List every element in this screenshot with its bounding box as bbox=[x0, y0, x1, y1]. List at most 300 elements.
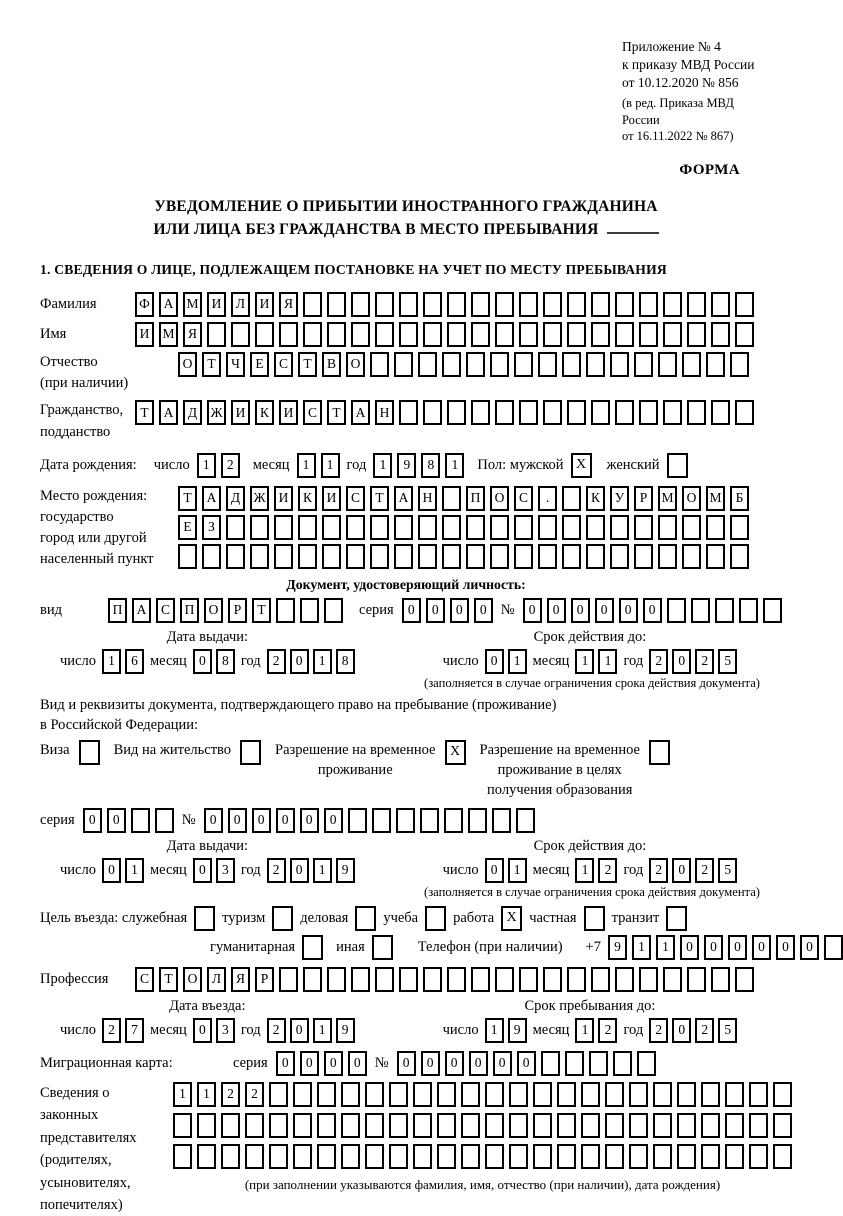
char-cell[interactable] bbox=[687, 322, 706, 347]
char-cell[interactable] bbox=[634, 515, 653, 540]
char-cell[interactable]: 0 bbox=[193, 1018, 212, 1043]
char-cell[interactable]: 1 bbox=[197, 453, 216, 478]
char-cell[interactable]: 0 bbox=[619, 598, 638, 623]
char-cell[interactable] bbox=[653, 1144, 672, 1169]
char-cell[interactable]: К bbox=[255, 400, 274, 425]
char-cell[interactable] bbox=[466, 544, 485, 569]
char-cell[interactable] bbox=[365, 1144, 384, 1169]
char-cell[interactable]: М bbox=[183, 292, 202, 317]
char-cell[interactable]: 0 bbox=[276, 808, 295, 833]
char-cell[interactable]: О bbox=[183, 967, 202, 992]
char-cell[interactable]: 0 bbox=[397, 1051, 416, 1076]
char-cell[interactable]: 1 bbox=[321, 453, 340, 478]
char-cell[interactable]: 0 bbox=[485, 649, 504, 674]
char-cell[interactable]: 0 bbox=[595, 598, 614, 623]
char-cell[interactable]: 0 bbox=[450, 598, 469, 623]
char-cell[interactable] bbox=[300, 598, 319, 623]
checkbox-private[interactable] bbox=[584, 906, 605, 931]
char-cell[interactable]: 0 bbox=[426, 598, 445, 623]
char-cell[interactable] bbox=[663, 292, 682, 317]
char-cell[interactable] bbox=[586, 544, 605, 569]
char-cell[interactable] bbox=[437, 1113, 456, 1138]
char-cell[interactable] bbox=[610, 544, 629, 569]
char-cell[interactable]: 0 bbox=[800, 935, 819, 960]
char-cell[interactable]: 2 bbox=[649, 1018, 668, 1043]
char-cell[interactable] bbox=[749, 1113, 768, 1138]
char-cell[interactable]: 9 bbox=[508, 1018, 527, 1043]
char-cell[interactable] bbox=[519, 292, 538, 317]
char-cell[interactable] bbox=[293, 1113, 312, 1138]
char-cell[interactable] bbox=[341, 1144, 360, 1169]
char-cell[interactable]: К bbox=[298, 486, 317, 511]
checkbox-study[interactable] bbox=[425, 906, 446, 931]
char-cell[interactable]: 2 bbox=[649, 649, 668, 674]
char-cell[interactable] bbox=[615, 292, 634, 317]
char-cell[interactable] bbox=[447, 322, 466, 347]
char-cell[interactable] bbox=[279, 322, 298, 347]
char-cell[interactable] bbox=[514, 352, 533, 377]
char-cell[interactable]: Р bbox=[228, 598, 247, 623]
char-cell[interactable] bbox=[442, 486, 461, 511]
char-cell[interactable] bbox=[629, 1144, 648, 1169]
char-cell[interactable] bbox=[667, 598, 686, 623]
char-cell[interactable] bbox=[509, 1113, 528, 1138]
char-cell[interactable]: 1 bbox=[508, 649, 527, 674]
char-cell[interactable] bbox=[735, 322, 754, 347]
char-cell[interactable] bbox=[682, 515, 701, 540]
char-cell[interactable] bbox=[773, 1082, 792, 1107]
char-cell[interactable]: 0 bbox=[728, 935, 747, 960]
char-cell[interactable] bbox=[711, 292, 730, 317]
char-cell[interactable]: 0 bbox=[204, 808, 223, 833]
char-cell[interactable] bbox=[423, 967, 442, 992]
char-cell[interactable] bbox=[370, 544, 389, 569]
char-cell[interactable]: 3 bbox=[216, 1018, 235, 1043]
char-cell[interactable] bbox=[711, 322, 730, 347]
char-cell[interactable]: А bbox=[159, 292, 178, 317]
char-cell[interactable] bbox=[639, 322, 658, 347]
char-cell[interactable] bbox=[610, 352, 629, 377]
char-cell[interactable] bbox=[739, 598, 758, 623]
char-cell[interactable] bbox=[399, 400, 418, 425]
char-cell[interactable] bbox=[389, 1082, 408, 1107]
char-cell[interactable] bbox=[389, 1144, 408, 1169]
char-cell[interactable] bbox=[245, 1144, 264, 1169]
char-cell[interactable]: И bbox=[207, 292, 226, 317]
char-cell[interactable]: И bbox=[279, 400, 298, 425]
char-cell[interactable]: 1 bbox=[575, 858, 594, 883]
char-cell[interactable] bbox=[420, 808, 439, 833]
char-cell[interactable]: 2 bbox=[221, 1082, 240, 1107]
char-cell[interactable] bbox=[226, 544, 245, 569]
char-cell[interactable] bbox=[581, 1082, 600, 1107]
char-cell[interactable] bbox=[653, 1082, 672, 1107]
char-cell[interactable] bbox=[543, 292, 562, 317]
char-cell[interactable]: 0 bbox=[324, 808, 343, 833]
char-cell[interactable]: 0 bbox=[83, 808, 102, 833]
char-cell[interactable]: 1 bbox=[445, 453, 464, 478]
char-cell[interactable] bbox=[533, 1082, 552, 1107]
char-cell[interactable]: 0 bbox=[290, 1018, 309, 1043]
char-cell[interactable] bbox=[687, 292, 706, 317]
char-cell[interactable]: И bbox=[255, 292, 274, 317]
char-cell[interactable]: А bbox=[394, 486, 413, 511]
char-cell[interactable] bbox=[691, 598, 710, 623]
char-cell[interactable]: 1 bbox=[313, 1018, 332, 1043]
char-cell[interactable]: Т bbox=[202, 352, 221, 377]
char-cell[interactable] bbox=[346, 515, 365, 540]
char-cell[interactable] bbox=[543, 967, 562, 992]
char-cell[interactable] bbox=[485, 1113, 504, 1138]
char-cell[interactable] bbox=[495, 400, 514, 425]
char-cell[interactable]: 0 bbox=[300, 808, 319, 833]
char-cell[interactable] bbox=[677, 1144, 696, 1169]
char-cell[interactable] bbox=[324, 598, 343, 623]
char-cell[interactable]: 0 bbox=[421, 1051, 440, 1076]
char-cell[interactable]: Т bbox=[135, 400, 154, 425]
char-cell[interactable] bbox=[519, 400, 538, 425]
char-cell[interactable]: 2 bbox=[695, 858, 714, 883]
char-cell[interactable]: М bbox=[658, 486, 677, 511]
char-cell[interactable] bbox=[610, 515, 629, 540]
char-cell[interactable] bbox=[461, 1144, 480, 1169]
char-cell[interactable] bbox=[639, 400, 658, 425]
char-cell[interactable] bbox=[173, 1113, 192, 1138]
char-cell[interactable] bbox=[706, 352, 725, 377]
char-cell[interactable] bbox=[255, 322, 274, 347]
char-cell[interactable] bbox=[538, 544, 557, 569]
char-cell[interactable] bbox=[303, 322, 322, 347]
char-cell[interactable] bbox=[519, 322, 538, 347]
char-cell[interactable]: 8 bbox=[216, 649, 235, 674]
char-cell[interactable]: О bbox=[490, 486, 509, 511]
char-cell[interactable]: Т bbox=[327, 400, 346, 425]
char-cell[interactable]: О bbox=[682, 486, 701, 511]
char-cell[interactable]: 0 bbox=[704, 935, 723, 960]
checkbox-male[interactable]: X bbox=[571, 453, 592, 478]
char-cell[interactable] bbox=[396, 808, 415, 833]
char-cell[interactable]: С bbox=[135, 967, 154, 992]
char-cell[interactable] bbox=[682, 352, 701, 377]
char-cell[interactable] bbox=[613, 1051, 632, 1076]
char-cell[interactable]: 0 bbox=[252, 808, 271, 833]
char-cell[interactable]: 2 bbox=[695, 649, 714, 674]
char-cell[interactable] bbox=[701, 1113, 720, 1138]
char-cell[interactable]: Т bbox=[370, 486, 389, 511]
char-cell[interactable] bbox=[615, 967, 634, 992]
char-cell[interactable]: 1 bbox=[598, 649, 617, 674]
char-cell[interactable] bbox=[471, 967, 490, 992]
char-cell[interactable]: 1 bbox=[485, 1018, 504, 1043]
char-cell[interactable] bbox=[485, 1082, 504, 1107]
char-cell[interactable]: 0 bbox=[228, 808, 247, 833]
char-cell[interactable] bbox=[269, 1113, 288, 1138]
char-cell[interactable] bbox=[442, 515, 461, 540]
char-cell[interactable] bbox=[562, 544, 581, 569]
char-cell[interactable] bbox=[735, 400, 754, 425]
char-cell[interactable] bbox=[562, 515, 581, 540]
char-cell[interactable] bbox=[413, 1113, 432, 1138]
char-cell[interactable]: Н bbox=[418, 486, 437, 511]
char-cell[interactable]: 0 bbox=[300, 1051, 319, 1076]
char-cell[interactable] bbox=[581, 1113, 600, 1138]
fill-in-blank-line[interactable] bbox=[607, 219, 659, 234]
char-cell[interactable]: 0 bbox=[276, 1051, 295, 1076]
char-cell[interactable] bbox=[346, 544, 365, 569]
char-cell[interactable]: 2 bbox=[245, 1082, 264, 1107]
char-cell[interactable] bbox=[423, 400, 442, 425]
char-cell[interactable] bbox=[197, 1144, 216, 1169]
char-cell[interactable] bbox=[418, 352, 437, 377]
char-cell[interactable]: 1 bbox=[575, 649, 594, 674]
char-cell[interactable] bbox=[725, 1113, 744, 1138]
checkbox-official[interactable] bbox=[194, 906, 215, 931]
char-cell[interactable] bbox=[634, 544, 653, 569]
char-cell[interactable]: 1 bbox=[508, 858, 527, 883]
char-cell[interactable] bbox=[639, 967, 658, 992]
char-cell[interactable] bbox=[735, 292, 754, 317]
char-cell[interactable]: И bbox=[274, 486, 293, 511]
char-cell[interactable] bbox=[725, 1082, 744, 1107]
char-cell[interactable] bbox=[663, 322, 682, 347]
checkbox-work[interactable]: X bbox=[501, 906, 522, 931]
char-cell[interactable] bbox=[293, 1144, 312, 1169]
char-cell[interactable] bbox=[327, 322, 346, 347]
char-cell[interactable] bbox=[567, 292, 586, 317]
char-cell[interactable]: 1 bbox=[575, 1018, 594, 1043]
char-cell[interactable] bbox=[605, 1082, 624, 1107]
char-cell[interactable] bbox=[663, 400, 682, 425]
char-cell[interactable]: 0 bbox=[102, 858, 121, 883]
char-cell[interactable]: С bbox=[274, 352, 293, 377]
char-cell[interactable] bbox=[773, 1113, 792, 1138]
char-cell[interactable]: 1 bbox=[632, 935, 651, 960]
char-cell[interactable]: 1 bbox=[313, 649, 332, 674]
char-cell[interactable] bbox=[298, 515, 317, 540]
char-cell[interactable]: 0 bbox=[193, 649, 212, 674]
char-cell[interactable] bbox=[658, 352, 677, 377]
char-cell[interactable]: Р bbox=[255, 967, 274, 992]
char-cell[interactable]: Т bbox=[159, 967, 178, 992]
checkbox-business[interactable] bbox=[355, 906, 376, 931]
char-cell[interactable]: Б bbox=[730, 486, 749, 511]
char-cell[interactable] bbox=[341, 1113, 360, 1138]
char-cell[interactable] bbox=[763, 598, 782, 623]
char-cell[interactable]: 9 bbox=[336, 1018, 355, 1043]
char-cell[interactable] bbox=[173, 1144, 192, 1169]
char-cell[interactable] bbox=[629, 1082, 648, 1107]
char-cell[interactable]: 9 bbox=[397, 453, 416, 478]
char-cell[interactable] bbox=[730, 515, 749, 540]
char-cell[interactable]: 5 bbox=[718, 649, 737, 674]
char-cell[interactable]: 0 bbox=[672, 649, 691, 674]
char-cell[interactable] bbox=[155, 808, 174, 833]
char-cell[interactable]: А bbox=[202, 486, 221, 511]
char-cell[interactable]: 1 bbox=[313, 858, 332, 883]
char-cell[interactable]: Е bbox=[250, 352, 269, 377]
char-cell[interactable] bbox=[365, 1113, 384, 1138]
char-cell[interactable]: 0 bbox=[571, 598, 590, 623]
char-cell[interactable] bbox=[221, 1113, 240, 1138]
checkbox-transit[interactable] bbox=[666, 906, 687, 931]
char-cell[interactable]: 0 bbox=[643, 598, 662, 623]
char-cell[interactable] bbox=[375, 292, 394, 317]
char-cell[interactable] bbox=[687, 400, 706, 425]
char-cell[interactable]: С bbox=[346, 486, 365, 511]
char-cell[interactable]: . bbox=[538, 486, 557, 511]
char-cell[interactable] bbox=[653, 1113, 672, 1138]
char-cell[interactable]: 8 bbox=[336, 649, 355, 674]
char-cell[interactable] bbox=[711, 400, 730, 425]
char-cell[interactable] bbox=[413, 1144, 432, 1169]
char-cell[interactable]: 0 bbox=[107, 808, 126, 833]
char-cell[interactable]: В bbox=[322, 352, 341, 377]
char-cell[interactable] bbox=[735, 967, 754, 992]
char-cell[interactable] bbox=[461, 1082, 480, 1107]
char-cell[interactable] bbox=[749, 1144, 768, 1169]
char-cell[interactable]: Я bbox=[279, 292, 298, 317]
char-cell[interactable] bbox=[468, 808, 487, 833]
char-cell[interactable] bbox=[538, 515, 557, 540]
char-cell[interactable]: 2 bbox=[221, 453, 240, 478]
char-cell[interactable] bbox=[399, 292, 418, 317]
char-cell[interactable] bbox=[375, 967, 394, 992]
char-cell[interactable] bbox=[567, 322, 586, 347]
char-cell[interactable] bbox=[591, 292, 610, 317]
char-cell[interactable]: Н bbox=[375, 400, 394, 425]
char-cell[interactable] bbox=[327, 292, 346, 317]
char-cell[interactable]: Т bbox=[178, 486, 197, 511]
char-cell[interactable]: 8 bbox=[421, 453, 440, 478]
char-cell[interactable] bbox=[605, 1113, 624, 1138]
char-cell[interactable]: П bbox=[180, 598, 199, 623]
char-cell[interactable] bbox=[178, 544, 197, 569]
char-cell[interactable]: 2 bbox=[267, 1018, 286, 1043]
char-cell[interactable] bbox=[687, 967, 706, 992]
char-cell[interactable]: Р bbox=[634, 486, 653, 511]
char-cell[interactable] bbox=[423, 322, 442, 347]
char-cell[interactable] bbox=[274, 544, 293, 569]
char-cell[interactable] bbox=[615, 322, 634, 347]
char-cell[interactable] bbox=[202, 544, 221, 569]
char-cell[interactable] bbox=[372, 808, 391, 833]
char-cell[interactable]: 2 bbox=[102, 1018, 121, 1043]
char-cell[interactable]: 0 bbox=[445, 1051, 464, 1076]
char-cell[interactable]: П bbox=[108, 598, 127, 623]
char-cell[interactable]: 0 bbox=[402, 598, 421, 623]
char-cell[interactable] bbox=[399, 967, 418, 992]
char-cell[interactable]: И bbox=[135, 322, 154, 347]
char-cell[interactable] bbox=[423, 292, 442, 317]
char-cell[interactable]: У bbox=[610, 486, 629, 511]
char-cell[interactable] bbox=[824, 935, 843, 960]
char-cell[interactable] bbox=[250, 544, 269, 569]
char-cell[interactable]: 0 bbox=[672, 1018, 691, 1043]
char-cell[interactable] bbox=[394, 515, 413, 540]
char-cell[interactable]: 0 bbox=[680, 935, 699, 960]
char-cell[interactable] bbox=[533, 1113, 552, 1138]
char-cell[interactable] bbox=[466, 352, 485, 377]
char-cell[interactable] bbox=[509, 1082, 528, 1107]
char-cell[interactable] bbox=[207, 322, 226, 347]
checkbox-visa[interactable] bbox=[79, 740, 100, 765]
char-cell[interactable] bbox=[327, 967, 346, 992]
char-cell[interactable] bbox=[365, 1082, 384, 1107]
char-cell[interactable] bbox=[639, 292, 658, 317]
char-cell[interactable]: А bbox=[351, 400, 370, 425]
char-cell[interactable] bbox=[231, 322, 250, 347]
char-cell[interactable]: Ч bbox=[226, 352, 245, 377]
char-cell[interactable]: 2 bbox=[598, 1018, 617, 1043]
char-cell[interactable] bbox=[557, 1113, 576, 1138]
char-cell[interactable] bbox=[447, 400, 466, 425]
char-cell[interactable] bbox=[298, 544, 317, 569]
char-cell[interactable] bbox=[567, 400, 586, 425]
char-cell[interactable]: 2 bbox=[267, 858, 286, 883]
char-cell[interactable] bbox=[197, 1113, 216, 1138]
char-cell[interactable] bbox=[250, 515, 269, 540]
char-cell[interactable] bbox=[399, 322, 418, 347]
char-cell[interactable]: А bbox=[132, 598, 151, 623]
char-cell[interactable] bbox=[591, 322, 610, 347]
char-cell[interactable] bbox=[701, 1144, 720, 1169]
char-cell[interactable] bbox=[629, 1113, 648, 1138]
char-cell[interactable] bbox=[615, 400, 634, 425]
char-cell[interactable] bbox=[348, 808, 367, 833]
char-cell[interactable] bbox=[317, 1113, 336, 1138]
char-cell[interactable] bbox=[682, 544, 701, 569]
char-cell[interactable] bbox=[351, 322, 370, 347]
char-cell[interactable] bbox=[725, 1144, 744, 1169]
char-cell[interactable] bbox=[389, 1113, 408, 1138]
char-cell[interactable] bbox=[557, 1082, 576, 1107]
checkbox-temp-residence[interactable]: X bbox=[445, 740, 466, 765]
char-cell[interactable]: С bbox=[303, 400, 322, 425]
char-cell[interactable] bbox=[269, 1144, 288, 1169]
char-cell[interactable]: 2 bbox=[598, 858, 617, 883]
char-cell[interactable]: О bbox=[178, 352, 197, 377]
char-cell[interactable] bbox=[442, 352, 461, 377]
char-cell[interactable] bbox=[749, 1082, 768, 1107]
char-cell[interactable] bbox=[322, 544, 341, 569]
char-cell[interactable]: 0 bbox=[474, 598, 493, 623]
char-cell[interactable] bbox=[437, 1082, 456, 1107]
char-cell[interactable] bbox=[279, 967, 298, 992]
char-cell[interactable] bbox=[565, 1051, 584, 1076]
char-cell[interactable] bbox=[581, 1144, 600, 1169]
char-cell[interactable]: 1 bbox=[125, 858, 144, 883]
char-cell[interactable]: 0 bbox=[290, 649, 309, 674]
char-cell[interactable] bbox=[509, 1144, 528, 1169]
char-cell[interactable] bbox=[706, 515, 725, 540]
char-cell[interactable] bbox=[375, 322, 394, 347]
char-cell[interactable] bbox=[514, 544, 533, 569]
char-cell[interactable] bbox=[637, 1051, 656, 1076]
char-cell[interactable] bbox=[317, 1082, 336, 1107]
char-cell[interactable] bbox=[492, 808, 511, 833]
char-cell[interactable] bbox=[351, 292, 370, 317]
char-cell[interactable]: Ж bbox=[250, 486, 269, 511]
char-cell[interactable] bbox=[276, 598, 295, 623]
char-cell[interactable]: 0 bbox=[469, 1051, 488, 1076]
char-cell[interactable]: И bbox=[322, 486, 341, 511]
char-cell[interactable]: С bbox=[156, 598, 175, 623]
checkbox-temp-residence-education[interactable] bbox=[649, 740, 670, 765]
char-cell[interactable] bbox=[418, 515, 437, 540]
char-cell[interactable] bbox=[418, 544, 437, 569]
char-cell[interactable] bbox=[589, 1051, 608, 1076]
char-cell[interactable]: П bbox=[466, 486, 485, 511]
